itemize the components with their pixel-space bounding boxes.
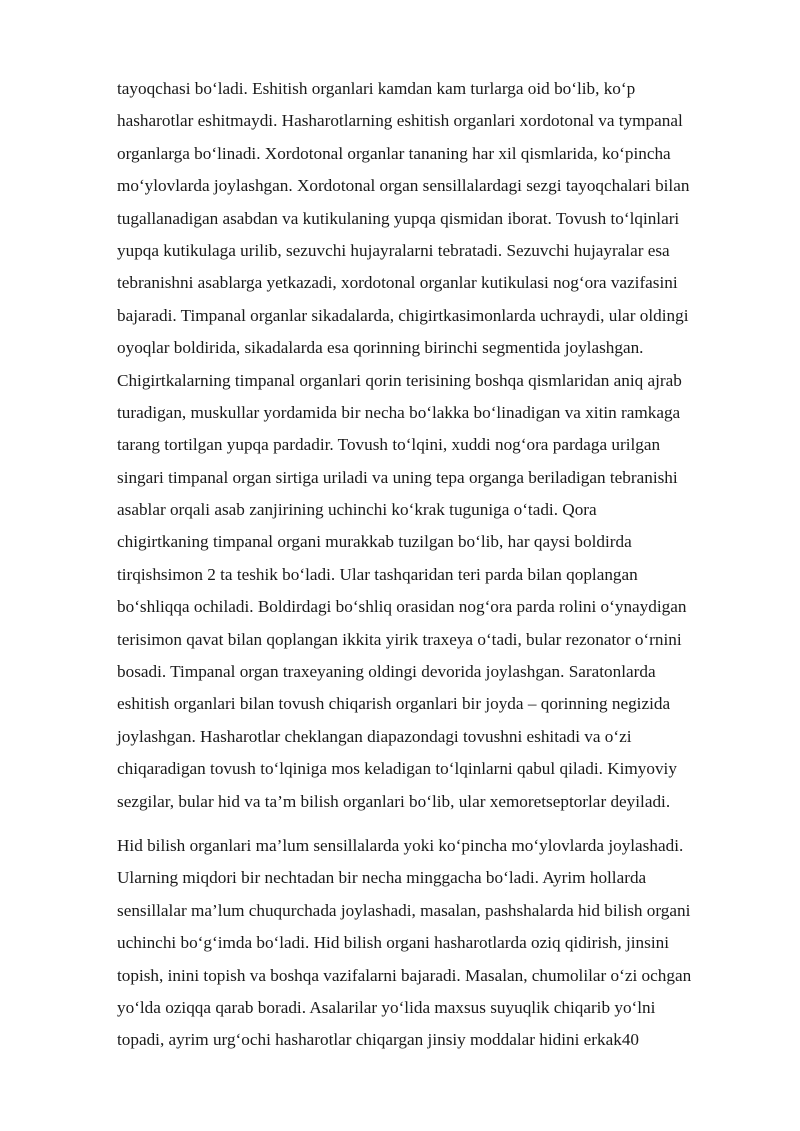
text-line: oyoqlar boldirida, sikadalarda esa qorinning birinchi segmentida joylashgan. (117, 338, 644, 358)
text-line: bajaradi. Timpanal organlar sikadalarda, chigirtkasimonlarda uchraydi, ular oldingi (117, 305, 689, 325)
text-line: tugallanadigan asabdan va kutikulaning yupqa qismidan iborat. Tovush to‘lqinlari (117, 208, 680, 228)
text-line: uchinchi bo‘g‘imda bo‘ladi. Hid bilish organi hasharotlarda oziq qidirish, jinsini (117, 933, 669, 953)
text-line: tebranishni asablarga yetkazadi, xordotonal organlar kutikulasi nog‘ora vazifasini (117, 273, 678, 293)
text-line: Hid bilish organlari ma’lum sensillalarda yoki ko‘pincha mo‘ylovlarda joylashadi. (117, 835, 684, 855)
text-line: joylashgan. Hasharotlar cheklangan diapazondagi tovushni eshitadi va o‘zi (117, 726, 632, 746)
text-line: tarang tortilgan yupqa pardadir. Tovush to‘lqini, xuddi nog‘ora pardaga urilgan (117, 435, 661, 455)
text-line: eshitish organlari bilan tovush chiqarish organlari bir joyda – qorinning negizida (117, 694, 671, 714)
text-line: chigirtkaning timpanal organi murakkab tuzilgan bo‘lib, har qaysi boldirda (117, 532, 632, 552)
text-line: terisimon qavat bilan qoplangan ikkita yirik traxeya o‘tadi, bular rezonator o‘rnini (117, 629, 682, 649)
text-line: Ularning miqdori bir nechtadan bir necha minggacha bo‘ladi. Ayrim hollarda (117, 868, 647, 888)
text-line: Chigirtkalarning timpanal organlari qorin terisining boshqa qismlaridan aniq ajrab (117, 370, 682, 390)
text-line: asablar orqali asab zanjirining uchinchi ko‘krak tuguniga o‘tadi. Qora (117, 500, 597, 520)
text-line: sensillalar ma’lum chuqurchada joylashadi, masalan, pashshalarda hid bilish organi (117, 900, 691, 920)
text-line: bosadi. Timpanal organ traxeyaning oldingi devorida joylashgan. Saratonlarda (117, 662, 656, 682)
paragraph (117, 73, 757, 818)
text-line: tayoqchasi bo‘ladi. Eshitish organlari kamdan kam turlarga oid bo‘lib, ko‘p (117, 79, 636, 98)
text-line: mo‘ylovlarda joylashgan. Xordotonal organ sensillalardagi sezgi tayoqchalari bilan (117, 176, 690, 196)
paragraph (117, 830, 757, 1057)
text-line: yo‘lda oziqqa qarab boradi. Asalarilar yo‘lida maxsus suyuqlik chiqarib yo‘lni (117, 997, 656, 1017)
text-line: sezgilar, bular hid va ta’m bilish organlari bo‘lib, ular xemoretseptorlar deyiladi. (117, 791, 671, 811)
text-line: yupqa kutikulaga urilib, sezuvchi hujayralarni tebratadi. Sezuvchi hujayralar esa (117, 240, 670, 260)
text-line: topadi, ayrim urg‘ochi hasharotlar chiqargan jinsiy moddalar hidini erkak40 (117, 1030, 640, 1050)
paragraph-gap (117, 818, 757, 830)
text-line: tirqishsimon 2 ta teshik bo‘ladi. Ular tashqaridan teri parda bilan qoplangan (117, 564, 638, 584)
text-line: singari timpanal organ sirtiga uriladi va uning tepa organga beriladigan tebranishi (117, 467, 678, 487)
text-line: chiqaradigan tovush to‘lqiniga mos keladigan to‘lqinlarni qabul qiladi. Kimyoviy (117, 759, 677, 779)
text-line: turadigan, muskullar yordamida bir necha bo‘lakka bo‘linadigan va xitin ramkaga (117, 402, 681, 422)
body-text (117, 73, 757, 1057)
text-line: topish, inini topish va boshqa vazifalarni bajaradi. Masalan, chumolilar o‘zi ochgan (117, 965, 692, 985)
text-line: bo‘shliqqa ochiladi. Boldirdagi bo‘shliq orasidan nog‘ora parda rolini o‘ynaydigan (117, 597, 687, 617)
text-line: hasharotlar eshitmaydi. Hasharotlarning eshitish organlari xordotonal va tympanal (117, 111, 683, 131)
text-line: organlarga bo‘linadi. Xordotonal organlar tananing har xil qismlarida, ko‘pincha (117, 143, 671, 163)
